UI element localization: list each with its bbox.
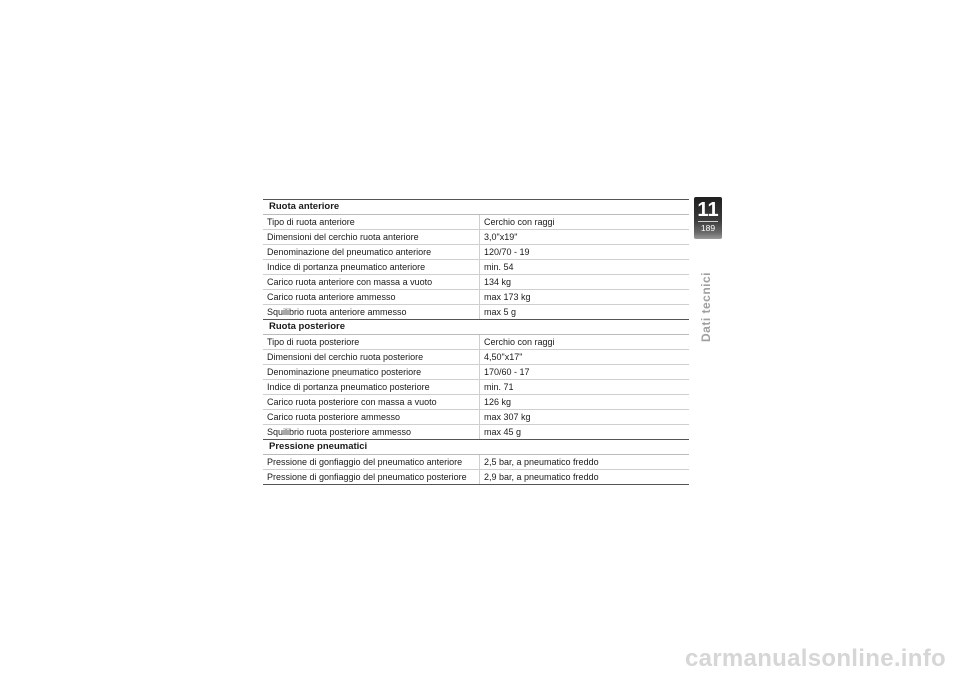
page-number: 189 [700, 223, 716, 233]
chapter-number: 11 [697, 199, 719, 221]
table-row [263, 260, 689, 275]
table-row [263, 380, 689, 395]
spec-table [263, 199, 689, 485]
row-value: max 173 kg [484, 292, 531, 302]
row-label: Tipo di ruota anteriore [263, 215, 480, 229]
chapter-title: Dati tecnici [699, 271, 713, 342]
row-value: max 5 g [484, 307, 517, 317]
row-label: Indice di portanza pneumatico anteriore [263, 260, 480, 274]
table-row [263, 290, 689, 305]
row-label: Dimensioni del cerchio ruota posteriore [263, 350, 480, 364]
row-value: 2,9 bar, a pneumatico freddo [484, 472, 599, 482]
row-value: 134 kg [484, 277, 512, 287]
row-label: Carico ruota posteriore con massa a vuoto [263, 395, 480, 409]
section-heading-front-wheel: Ruota anteriore [263, 199, 689, 215]
row-label: Squilibrio ruota anteriore ammesso [263, 305, 480, 319]
row-label: Pressione di gonfiaggio del pneumatico anteriore [263, 455, 480, 469]
row-value: min. 54 [484, 262, 514, 272]
row-label: Squilibrio ruota posteriore ammesso [263, 425, 480, 439]
row-value: max 307 kg [484, 412, 531, 422]
row-value: Cerchio con raggi [484, 217, 555, 227]
row-label: Indice di portanza pneumatico posteriore [263, 380, 480, 394]
table-row [263, 230, 689, 245]
row-value: 4,50"x17" [484, 352, 523, 362]
row-value: 2,5 bar, a pneumatico freddo [484, 457, 599, 467]
row-label: Tipo di ruota posteriore [263, 335, 480, 349]
table-row [263, 395, 689, 410]
row-value: 120/70 - 19 [484, 247, 530, 257]
row-value: max 45 g [484, 427, 522, 437]
table-row [263, 215, 689, 230]
table-row [263, 410, 689, 425]
table-row [263, 245, 689, 260]
row-label: Pressione di gonfiaggio del pneumatico posteriore [263, 470, 480, 484]
row-value: 126 kg [484, 397, 512, 407]
row-value: Cerchio con raggi [484, 337, 555, 347]
row-label: Denominazione del pneumatico anteriore [263, 245, 480, 259]
table-row [263, 335, 689, 350]
table-row [263, 425, 689, 440]
watermark: carmanualsonline.info [684, 645, 946, 672]
table-row [263, 275, 689, 290]
table-row [263, 365, 689, 380]
row-label: Carico ruota anteriore ammesso [263, 290, 480, 304]
section-heading-rear-wheel: Ruota posteriore [263, 320, 689, 335]
row-value: 3,0"x19" [484, 232, 518, 242]
row-label: Carico ruota anteriore con massa a vuoto [263, 275, 480, 289]
row-value: min. 71 [484, 382, 514, 392]
row-label: Dimensioni del cerchio ruota anteriore [263, 230, 480, 244]
row-value: 170/60 - 17 [484, 367, 530, 377]
chapter-tab [694, 197, 722, 239]
table-row [263, 305, 689, 320]
row-label: Carico ruota posteriore ammesso [263, 410, 480, 424]
row-label: Denominazione pneumatico posteriore [263, 365, 480, 379]
table-row [263, 470, 689, 485]
section-heading-tyre-pressure: Pressione pneumatici [263, 440, 689, 455]
table-row [263, 455, 689, 470]
table-row [263, 350, 689, 365]
